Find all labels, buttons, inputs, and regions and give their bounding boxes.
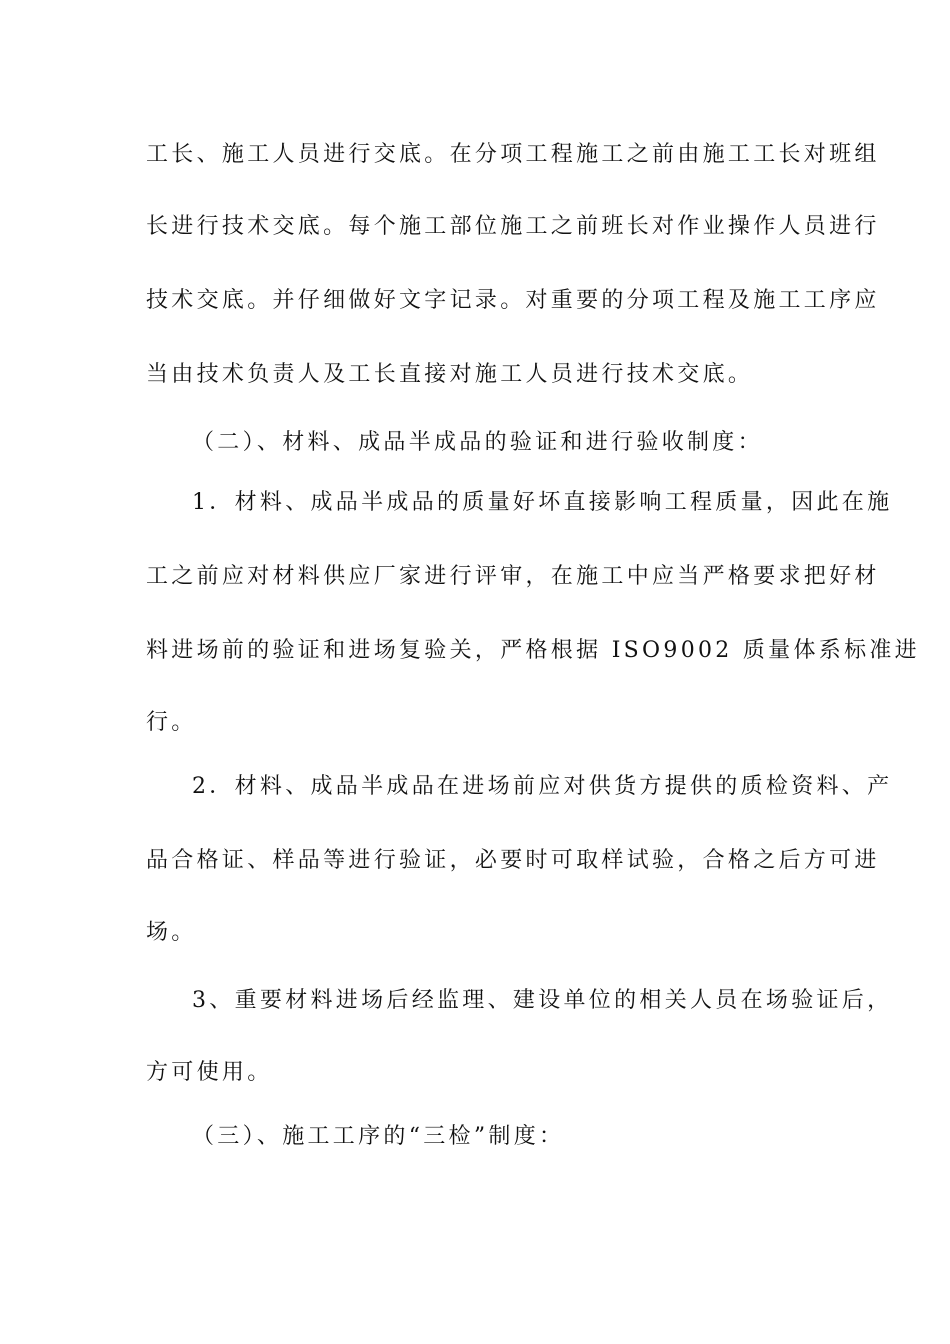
body-text-line: 品合格证、样品等进行验证，必要时可取样试验，合格之后方可进: [146, 848, 880, 873]
body-text-line: 工长、施工人员进行交底。在分项工程施工之前由施工工长对班组: [146, 142, 880, 167]
body-text-line: 当由技术负责人及工长直接对施工人员进行技术交底。: [146, 362, 754, 387]
body-text-line: 行。: [146, 710, 197, 735]
body-text-line: 场。: [146, 920, 197, 945]
numbered-item-1: 1．材料、成品半成品的质量好坏直接影响工程质量，因此在施: [192, 490, 893, 515]
body-text-line: 方可使用。: [146, 1060, 273, 1085]
section-heading-three-checks: （三）、施工工序的“三检”制度：: [192, 1124, 565, 1149]
section-heading-materials: （二）、材料、成品半成品的验证和进行验收制度：: [192, 430, 763, 455]
body-text-line: 料进场前的验证和进场复验关，严格根据 ISO9002 质量体系标准进: [146, 638, 920, 663]
numbered-item-3: 3、重要材料进场后经监理、建设单位的相关人员在场验证后，: [192, 988, 893, 1013]
body-text-line: 技术交底。并仔细做好文字记录。对重要的分项工程及施工工序应: [146, 288, 880, 313]
numbered-item-2: 2．材料、成品半成品在进场前应对供货方提供的质检资料、产: [192, 774, 893, 799]
body-text-line: 长进行技术交底。每个施工部位施工之前班长对作业操作人员进行: [146, 214, 880, 239]
body-text-line: 工之前应对材料供应厂家进行评审，在施工中应当严格要求把好材: [146, 564, 880, 589]
